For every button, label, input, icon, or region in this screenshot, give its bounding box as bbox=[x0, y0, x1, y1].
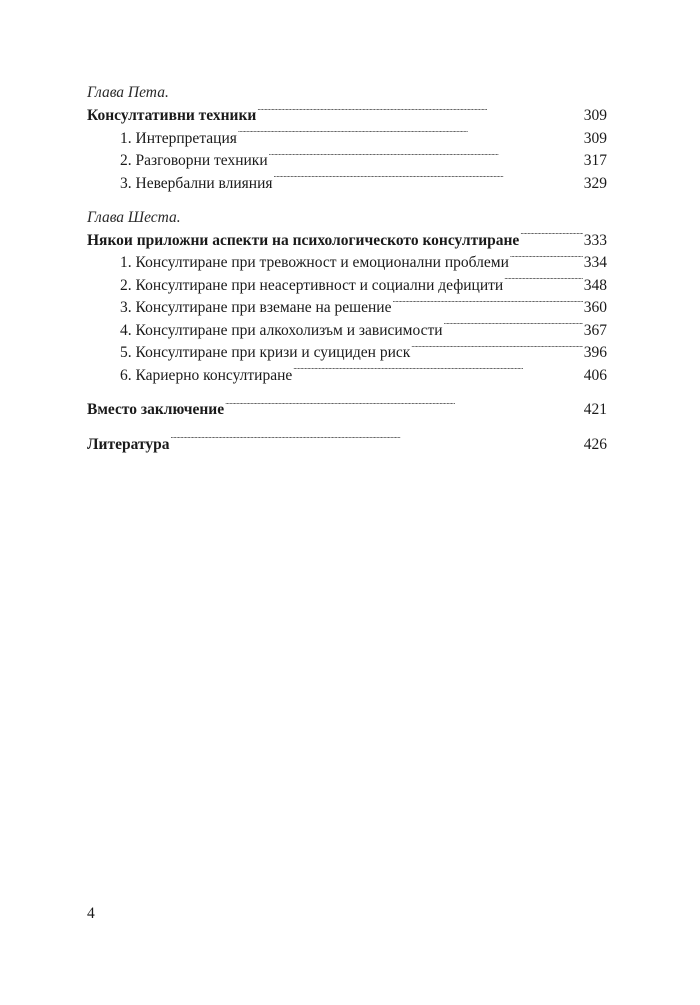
dot-leader bbox=[269, 150, 583, 166]
toc-entry-page: 309 bbox=[583, 107, 607, 124]
toc-entry-career[interactable] bbox=[87, 364, 607, 387]
dot-leader bbox=[411, 342, 582, 358]
chapter-six-label: Глава Шеста. bbox=[87, 208, 181, 226]
toc-entry-page: 421 bbox=[583, 401, 607, 418]
toc-entry-conversation-techniques[interactable] bbox=[87, 150, 607, 173]
dot-leader bbox=[520, 229, 582, 245]
toc-entry-page: 406 bbox=[583, 366, 607, 384]
toc-entry-page: 334 bbox=[583, 254, 607, 271]
toc-entry-title: 4. Консултиране при алкохолизъм и зависимости bbox=[120, 321, 443, 339]
toc-entry-crisis[interactable] bbox=[87, 342, 607, 365]
dot-leader bbox=[510, 252, 583, 268]
section-gap bbox=[87, 387, 607, 399]
toc-entry-page: 309 bbox=[583, 129, 607, 147]
toc-entry-title: Литература bbox=[87, 435, 170, 453]
dot-leader bbox=[225, 399, 583, 415]
dot-leader bbox=[274, 172, 583, 188]
toc-entry-chapter-five[interactable] bbox=[87, 105, 607, 128]
toc-entry-chapter-six[interactable] bbox=[87, 229, 607, 252]
toc-entry-nonassertiveness[interactable] bbox=[87, 274, 607, 297]
toc-entry-page: 396 bbox=[583, 344, 607, 361]
toc-entry-page: 367 bbox=[583, 321, 607, 339]
toc-entry-title: Консултативни техники bbox=[87, 107, 257, 124]
toc-entry-page: 348 bbox=[583, 276, 607, 294]
toc-entry-title: 5. Консултиране при кризи и суициден риск bbox=[120, 344, 411, 361]
toc-entry-title: Някои приложни аспекти на психологическото консултиране bbox=[87, 231, 520, 249]
toc-entry-title: 3. Консултиране при вземане на решение bbox=[120, 299, 392, 316]
toc-entry-decision-making[interactable] bbox=[87, 297, 607, 320]
toc-entry-title: Вместо заключение bbox=[87, 401, 225, 418]
toc-entry-literature[interactable] bbox=[87, 433, 607, 456]
toc-entry-anxiety[interactable] bbox=[87, 252, 607, 275]
toc-entry-page: 329 bbox=[583, 174, 607, 192]
toc-entry-title: 1. Интерпретация bbox=[120, 129, 237, 147]
dot-leader bbox=[238, 127, 583, 143]
toc-entry-title: 3. Невербални влияния bbox=[120, 174, 273, 192]
toc-entry-title: 2. Разговорни техники bbox=[120, 152, 268, 169]
dot-leader bbox=[504, 274, 583, 290]
toc-entry-alcoholism[interactable] bbox=[87, 319, 607, 342]
dot-leader bbox=[392, 297, 582, 313]
dot-leader bbox=[293, 364, 583, 380]
toc-entry-title: 6. Кариерно консултиране bbox=[120, 366, 293, 384]
section-gap bbox=[87, 195, 607, 207]
chapter-five-label: Глава Пета. bbox=[87, 84, 169, 101]
toc-entry-page: 426 bbox=[583, 435, 607, 453]
table-of-contents bbox=[87, 82, 607, 456]
toc-entry-title: 2. Консултиране при неасертивност и социални дефицити bbox=[120, 276, 504, 294]
dot-leader bbox=[257, 105, 582, 121]
toc-entry-page: 333 bbox=[583, 231, 607, 249]
section-gap bbox=[87, 421, 607, 433]
toc-entry-page: 317 bbox=[583, 152, 607, 169]
dot-leader bbox=[170, 433, 582, 449]
toc-entry-nonverbal-influences[interactable] bbox=[87, 172, 607, 195]
toc-entry-page: 360 bbox=[583, 299, 607, 316]
dot-leader bbox=[444, 319, 583, 335]
toc-entry-title: 1. Консултиране при тревожност и емоционални проблеми bbox=[120, 254, 509, 271]
toc-entry-interpretation[interactable] bbox=[87, 127, 607, 150]
page-number: 4 bbox=[87, 905, 95, 922]
toc-entry-conclusion[interactable] bbox=[87, 399, 607, 422]
